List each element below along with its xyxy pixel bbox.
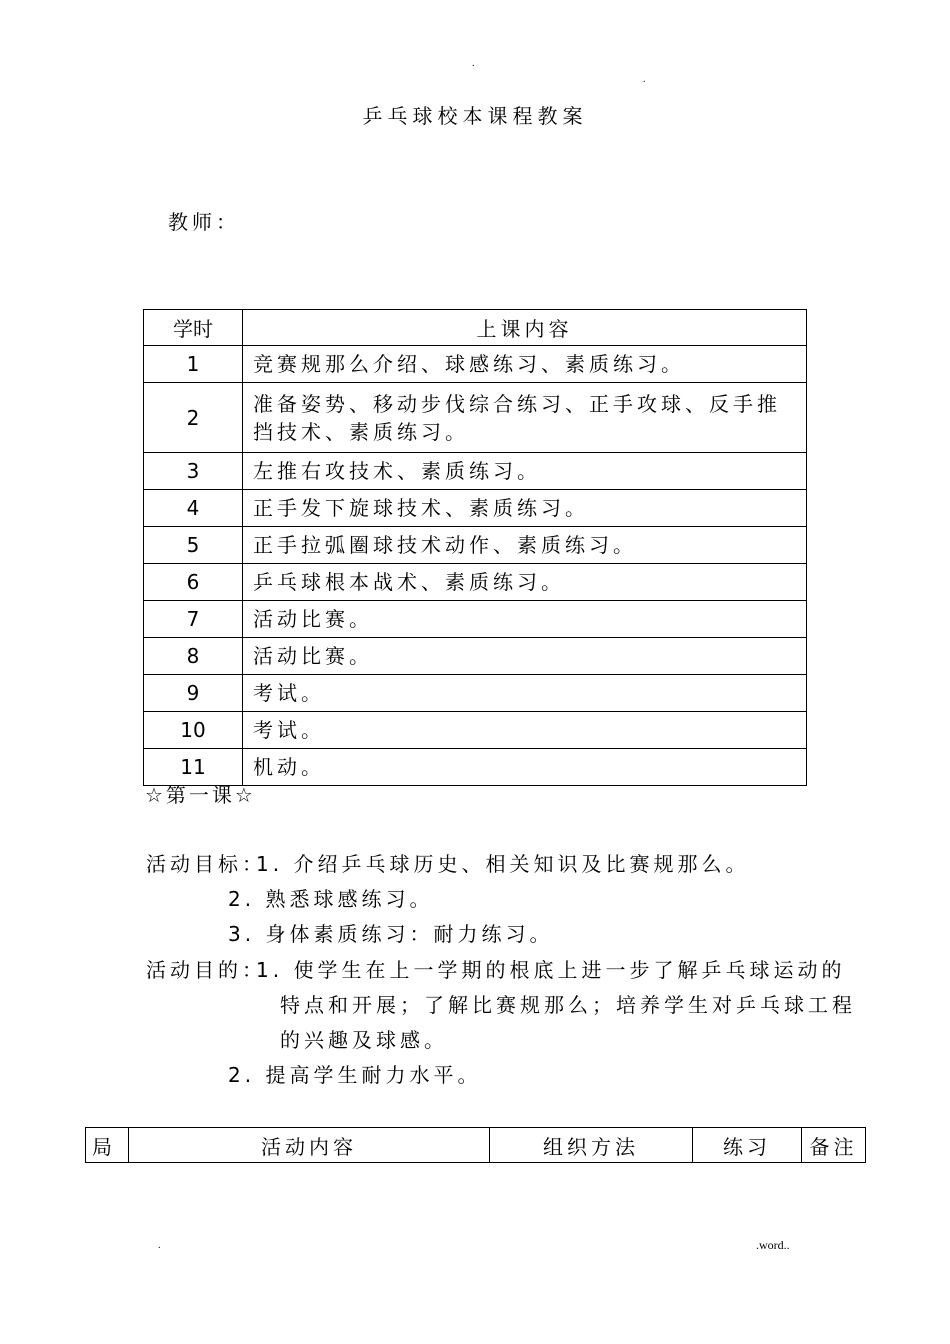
row-content: 竞赛规那么介绍、球感练习、素质练习。: [243, 346, 807, 383]
row-content: 乒乓球根本战术、素质练习。: [243, 564, 807, 601]
header-notes: 备注: [802, 1128, 866, 1163]
teacher-label: 教师：: [168, 210, 240, 234]
row-num: 1: [144, 346, 243, 383]
row-num: 6: [144, 564, 243, 601]
row-content: 左推右攻技术、素质练习。: [243, 453, 807, 490]
table-row: [144, 453, 807, 490]
page-title: 乒乓球校本课程教案: [362, 104, 588, 128]
purpose-item-1-line-1: 1. 使学生在上一学期的根底上进一步了解乒乓球运动的: [256, 958, 846, 982]
schedule-header-row: [144, 310, 807, 346]
table-row: [144, 346, 807, 383]
row-content: 活动比赛。: [243, 638, 807, 675]
row-num: 9: [144, 675, 243, 712]
purposes-label: 活动目的：: [146, 958, 266, 982]
footer-right-text: .word..: [756, 1238, 790, 1252]
row-num: 11: [144, 749, 243, 786]
header-hours: 学时: [144, 310, 243, 346]
activity-header-row: [86, 1128, 866, 1163]
table-row: [144, 383, 807, 453]
header-activity-content: 活动内容: [129, 1128, 490, 1163]
purpose-item-2: 2. 提高学生耐力水平。: [228, 1063, 482, 1087]
objective-item-2: 2. 熟悉球感练习。: [228, 887, 434, 911]
row-num: 2: [144, 383, 243, 453]
schedule-table: [143, 309, 807, 786]
table-row: [144, 601, 807, 638]
table-row: [144, 675, 807, 712]
row-content: 正手拉弧圈球技术动作、素质练习。: [243, 527, 807, 564]
row-num: 3: [144, 453, 243, 490]
row-num: 8: [144, 638, 243, 675]
objective-item-1: 1. 介绍乒乓球历史、相关知识及比赛规那么。: [256, 852, 750, 876]
row-num: 4: [144, 490, 243, 527]
objective-item-3: 3. 身体素质练习：耐力练习。: [228, 922, 554, 946]
table-row: [144, 712, 807, 749]
row-content: 机动。: [243, 749, 807, 786]
header-round: 局: [86, 1128, 129, 1163]
header-practice: 练习: [693, 1128, 802, 1163]
purpose-item-1-line-3: 的兴趣及球感。: [280, 1028, 448, 1052]
header-content: 上课内容: [243, 310, 807, 346]
row-content: 考试。: [243, 675, 807, 712]
table-row: [144, 564, 807, 601]
lesson-title: ☆第一课☆: [145, 783, 256, 807]
footer-left-dot: .: [158, 1240, 161, 1251]
header-organization-method: 组织方法: [490, 1128, 693, 1163]
table-row: [144, 638, 807, 675]
row-content: 准备姿势、移动步伐综合练习、正手攻球、反手推挡技术、素质练习。: [243, 383, 807, 453]
row-content: 正手发下旋球技术、素质练习。: [243, 490, 807, 527]
row-num: 5: [144, 527, 243, 564]
table-row: [144, 490, 807, 527]
activity-table: [85, 1127, 866, 1163]
table-row: [144, 527, 807, 564]
row-content: 活动比赛。: [243, 601, 807, 638]
row-num: 7: [144, 601, 243, 638]
row-content: 考试。: [243, 712, 807, 749]
purpose-item-1-line-2: 特点和开展；了解比赛规那么；培养学生对乒乓球工程: [280, 993, 856, 1017]
header-dot-1: .: [472, 58, 475, 69]
objectives-label: 活动目标：: [146, 852, 266, 876]
header-dot-2: .: [643, 74, 646, 85]
row-num: 10: [144, 712, 243, 749]
